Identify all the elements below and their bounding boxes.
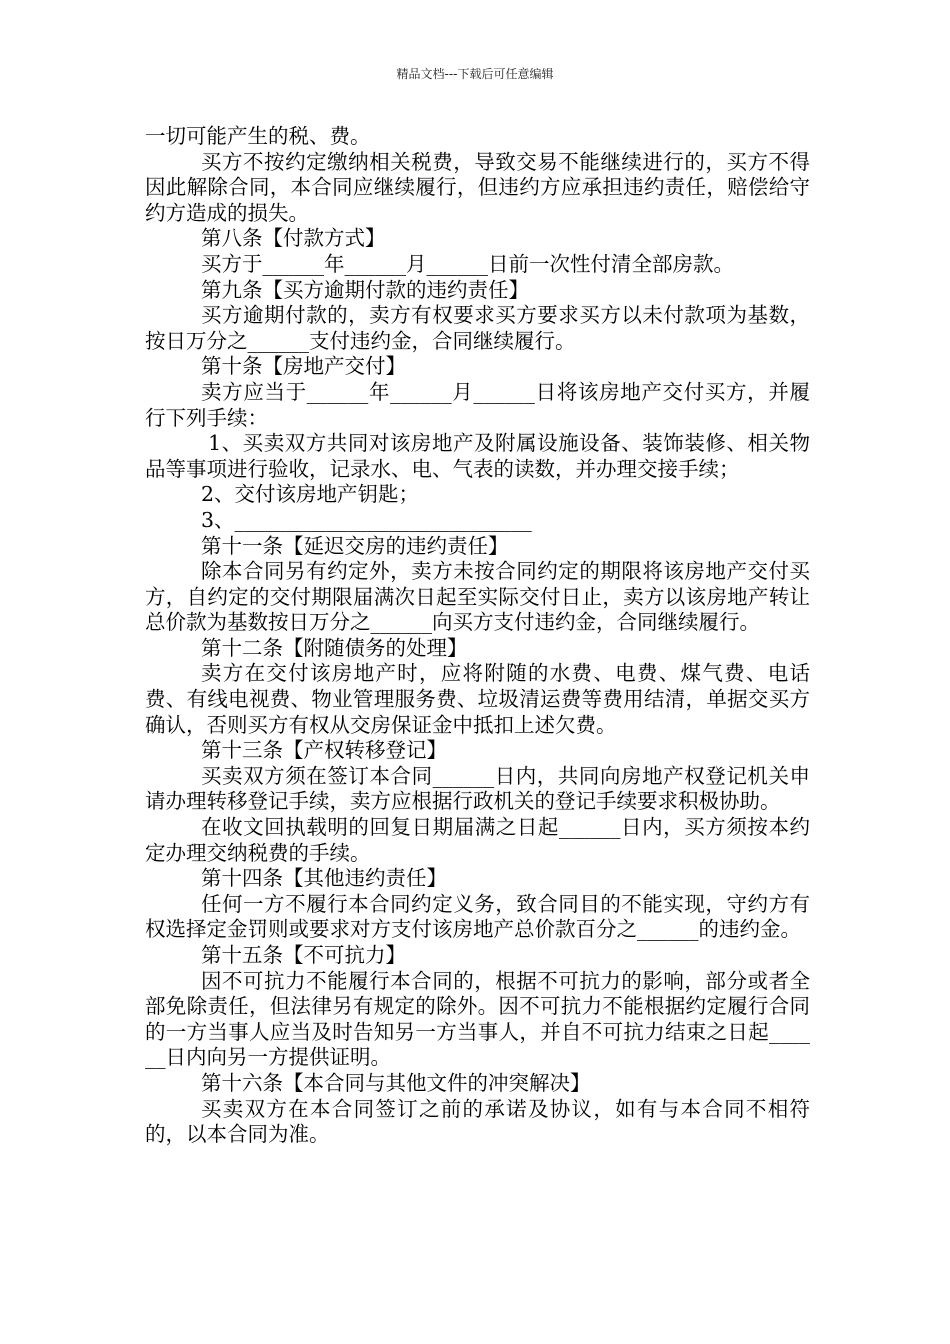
paragraph: 买方逾期付款的，卖方有权要求买方要求买方以未付款项为基数，按日万分之______支付违约金，合同继续履行。 [145,303,810,353]
paragraph: 第九条【买方逾期付款的违约责任】 [201,277,529,302]
paragraph: 任何一方不履行本合同约定义务，致合同目的不能实现，守约方有权选择定金罚则或要求对方支付该房地产总价款百分之______的违约金。 [145,891,810,942]
paragraph: 在收文回执载明的回复日期届满之日起______日内，买方须按本约定办理交纳税费的手续。 [145,815,810,865]
paragraph: 第十六条【本合同与其他文件的冲突解决】 [201,1070,591,1095]
paragraph: 买卖双方须在签订本合同______日内，共同向房地产权登记机关申请办理转移登记手续，卖方应根据行政机关的登记手续要求积极协助。 [145,763,810,814]
paragraph: 买卖双方在本合同签订之前的承诺及协议，如有与本合同不相符的，以本合同为准。 [145,1096,810,1147]
document-body [145,124,810,1148]
paragraph: 买方于______年______月______日前一次性付清全部房款。 [201,251,734,276]
paragraph: 第十一条【延迟交房的违约责任】 [201,533,509,558]
paragraph: 买方不按约定缴纳相关税费，导致交易不能继续进行的，买方不得因此解除合同，本合同应继续履行，但违约方应承担违约责任，赔偿给守约方造成的损失。 [145,149,810,225]
paragraph: 1、买卖双方共同对该房地产及附属设施设备、装饰装修、相关物品等事项进行验收，记录水、电、气表的读数，并办理交接手续； [145,431,810,481]
paragraph: 第十五条【不可抗力】 [201,943,406,967]
paragraph: 因不可抗力不能履行本合同的，根据不可抗力的影响，部分或者全部免除责任，但法律另有规定的除外。因不可抗力不能根据约定履行合同的一方当事人应当及时告知另一方当事人，并自不可抗力结束之日起______日内向另一方提供证明。 [145,968,810,1070]
paragraph: 除本合同另有约定外，卖方未按合同约定的期限将该房地产交付买方，自约定的交付期限届满次日起至实际交付日止，卖方以该房地产转让总价款为基数按日万分之______向买方支付违约金，合同继续履行。 [145,559,810,635]
paragraph: 2、交付该房地产钥匙； [201,482,420,507]
paragraph: 卖方应当于______年______月______日将该房地产交付买方，并履行下列手续： [145,379,810,430]
paragraph: 3、_____________________________ [201,507,532,532]
page-header: 精品文档---下载后可任意编辑 [396,67,554,81]
paragraph: 第十条【房地产交付】 [201,354,406,379]
paragraph: 第十二条【附随债务的处理】 [201,635,468,660]
paragraph: 卖方在交付该房地产时，应将附随的水费、电费、煤气费、电话费、有线电视费、物业管理服务费、垃圾清运费等费用结清，单据交买方确认，否则买方有权从交房保证金中抵扣上述欠费。 [145,661,810,737]
paragraph: 一切可能产生的税、费。 [145,124,371,148]
paragraph: 第十四条【其他违约责任】 [201,866,447,891]
paragraph: 第十三条【产权转移登记】 [201,738,447,763]
paragraph: 第八条【付款方式】 [201,226,386,251]
